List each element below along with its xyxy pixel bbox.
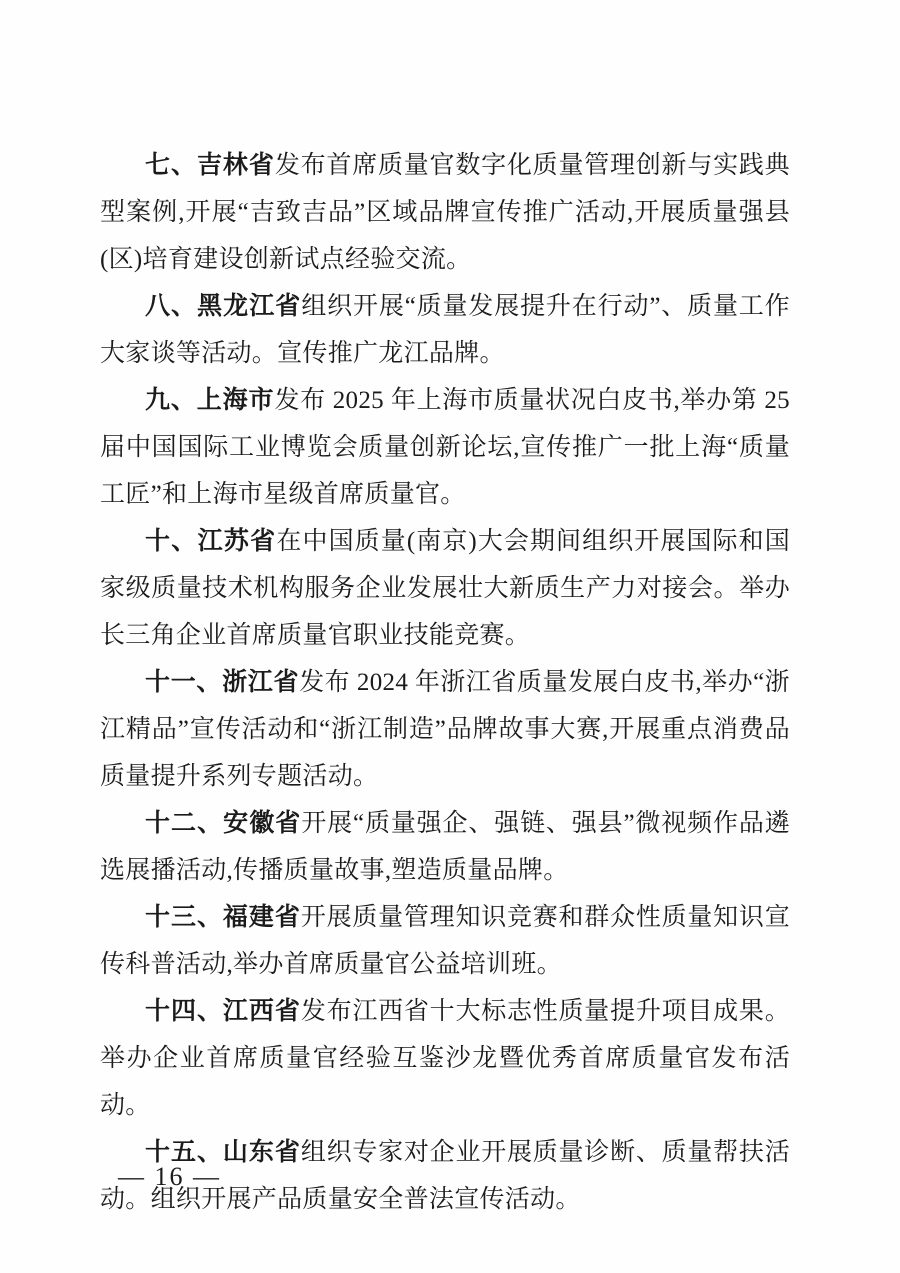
paragraph-lead: 十三、福建省	[145, 903, 301, 931]
paragraph-lead: 十四、江西省	[145, 997, 301, 1025]
paragraph-text: 发布 2025 年上海市质量状况白皮书,举办第 25 届中国国际工业博览会质量创新论坛,宣传推广一批上海“质量工匠”和上海市星级首席质量官。	[100, 387, 790, 508]
paragraph-shanghai	[100, 377, 790, 518]
paragraph-zhejiang	[100, 659, 790, 800]
paragraph-lead: 七、吉林省	[145, 151, 275, 179]
paragraph-text: 发布首席质量官数字化质量管理创新与实践典型案例,开展“吉致吉品”区域品牌宣传推广活动,开展质量强县(区)培育建设创新试点经验交流。	[100, 152, 790, 273]
paragraph-text: 组织专家对企业开展质量诊断、质量帮扶活动。组织开展产品质量安全普法宣传活动。	[100, 1139, 790, 1213]
paragraph-lead: 九、上海市	[145, 386, 275, 414]
paragraph-text: 发布江西省十大标志性质量提升项目成果。举办企业首席质量官经验互鉴沙龙暨优秀首席质量官发布活动。	[100, 998, 790, 1119]
paragraph-jiangxi	[100, 988, 790, 1129]
paragraph-lead: 十、江苏省	[145, 527, 277, 555]
page-number: — 16 —	[118, 1162, 221, 1191]
paragraph-text: 开展质量管理知识竞赛和群众性质量知识宣传科普活动,举办首席质量官公益培训班。	[100, 904, 790, 978]
paragraph-text: 开展“质量强企、强链、强县”微视频作品遴选展播活动,传播质量故事,塑造质量品牌。	[100, 810, 790, 884]
paragraph-text: 在中国质量(南京)大会期间组织开展国际和国家级质量技术机构服务企业发展壮大新质生产力对接会。举办长三角企业首席质量官职业技能竞赛。	[100, 528, 790, 649]
paragraph-jilin	[100, 142, 790, 283]
paragraph-jiangsu	[100, 518, 790, 659]
paragraph-text: 组织开展“质量发展提升在行动”、质量工作大家谈等活动。宣传推广龙江品牌。	[100, 293, 790, 367]
paragraph-anhui	[100, 800, 790, 894]
paragraph-fujian	[100, 894, 790, 988]
paragraph-heilongjiang	[100, 283, 790, 377]
paragraph-lead: 八、黑龙江省	[145, 292, 302, 320]
document-body	[100, 142, 790, 1223]
paragraph-lead: 十二、安徽省	[145, 809, 302, 837]
paragraph-text: 发布 2024 年浙江省质量发展白皮书,举办“浙江精品”宣传活动和“浙江制造”品牌故事大赛,开展重点消费品质量提升系列专题活动。	[100, 669, 790, 790]
paragraph-lead: 十五、山东省	[145, 1138, 301, 1166]
paragraph-lead: 十一、浙江省	[145, 668, 300, 696]
